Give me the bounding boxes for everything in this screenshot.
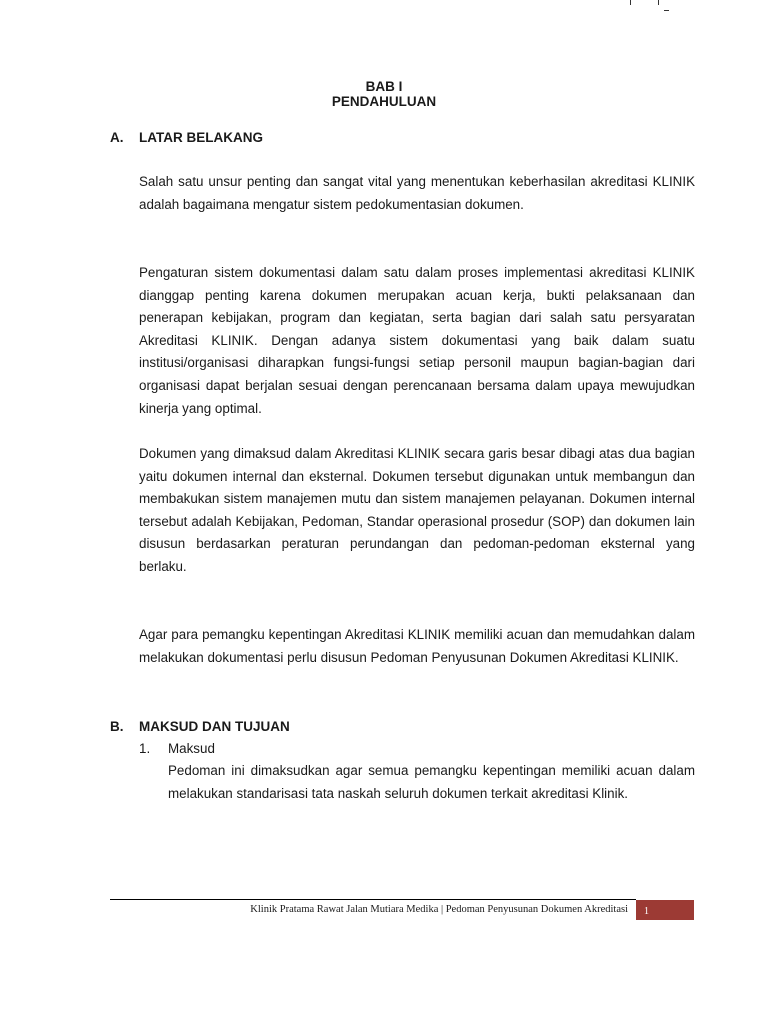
footer-divider	[110, 899, 636, 900]
subsection-maksud-text: Pedoman ini dimaksudkan agar semua pemangku kepentingan memiliki acuan dalam melakukan standarisasi tata naskah seluruh dokumen terkait akreditasi Klinik.	[168, 763, 695, 801]
section-a-letter: A.	[110, 130, 124, 145]
section-b-heading	[110, 719, 290, 735]
paragraph-4: Agar para pemangku kepentingan Akreditasi KLINIK memiliki acuan dan memudahkan dalam melakukan dokumentasi perlu disusun Pedoman Penyusunan Dokumen Akreditasi KLINIK.	[139, 627, 695, 665]
section-a-heading	[110, 130, 263, 146]
subsection-maksud-heading	[139, 741, 215, 757]
paragraph-1: Salah satu unsur penting dan sangat vital yang menentukan keberhasilan akreditasi KLINIK adalah bagaimana mengatur sistem pedokumentasian dokumen.	[139, 174, 695, 212]
paragraph-3: Dokumen yang dimaksud dalam Akreditasi KLINIK secara garis besar dibagi atas dua bagian yaitu dokumen internal dan eksternal. Dokumen tersebut digunakan untuk membangun dan membakukan sistem manajemen mutu dan sistem manajemen pelayanan. Dokumen internal tersebut adalah Kebijakan, Pedoman, Standar operasional prosedur (SOP) dan dokumen lain disusun berdasarkan peraturan perundangan dan pedoman-pedoman eksternal yang berlaku.	[139, 446, 695, 574]
section-b-title: MAKSUD DAN TUJUAN	[139, 719, 290, 734]
page-number: 1	[644, 906, 649, 917]
crop-mark-left	[630, 0, 631, 5]
crop-mark-right	[658, 0, 659, 5]
page-number-badge	[636, 900, 694, 920]
crop-mark-horizontal	[664, 10, 669, 11]
section-a-title: LATAR BELAKANG	[139, 130, 263, 145]
subsection-title: Maksud	[168, 741, 215, 756]
paragraph-2: Pengaturan sistem dokumentasi dalam satu dalam proses implementasi akreditasi KLINIK dianggap penting karena dokumen merupakan acuan kerja, bukti pelaksanaan dan penerapan kebijakan, program dan kegiatan, serta bagian dari salah satu persyaratan Akreditasi KLINIK. Dengan adanya sistem dokumentasi yang baik dalam suatu institusi/organisasi diharapkan fungsi-fungsi setiap personil maupun bagian-bagian dari organisasi dapat berjalan sesuai dengan perencanaan bersama dalam upaya mewujudkan kinerja yang optimal.	[139, 265, 695, 416]
footer-text: Klinik Pratama Rawat Jalan Mutiara Medika | Pedoman Penyusunan Dokumen Akreditasi	[250, 904, 628, 915]
section-b-letter: B.	[110, 719, 124, 734]
chapter-number: BAB I	[365, 79, 403, 94]
subsection-number: 1.	[139, 741, 151, 756]
chapter-title: PENDAHULUAN	[331, 94, 437, 109]
